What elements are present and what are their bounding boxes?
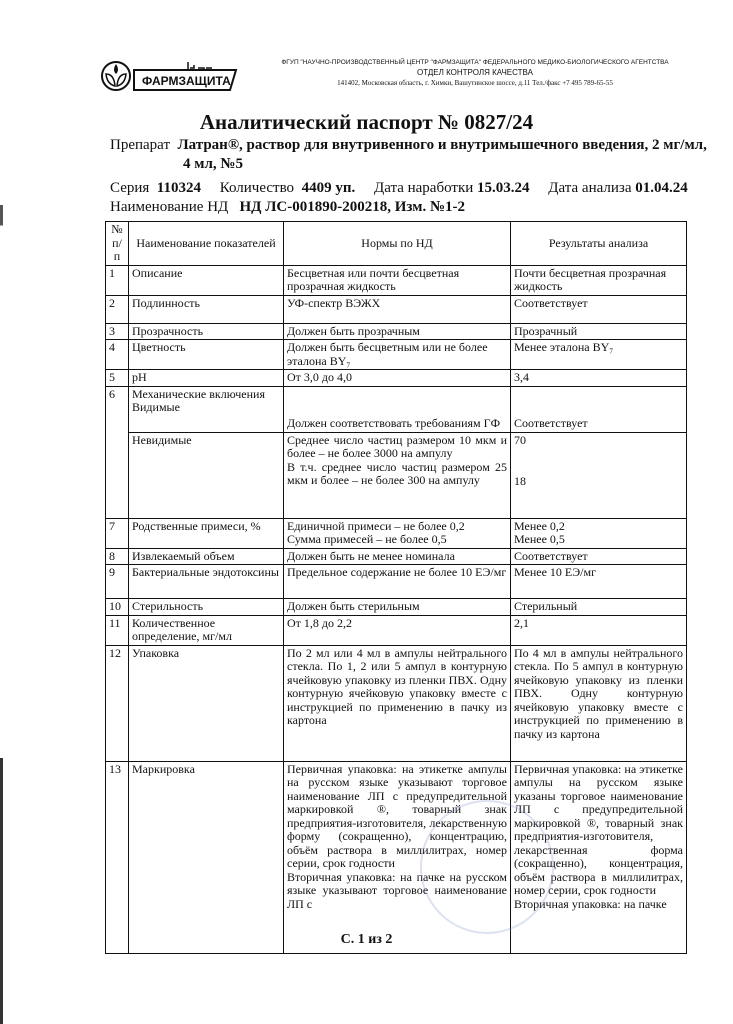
analysis-table xyxy=(105,221,687,954)
organization-header xyxy=(255,58,695,88)
cell-result xyxy=(511,615,687,645)
cell-number-text: 8 xyxy=(109,548,115,563)
table-header xyxy=(106,222,687,266)
page-title: Аналитический паспорт № 0827/24 xyxy=(199,110,534,134)
cell-number-text: 1 xyxy=(109,265,115,280)
cell-result-text: Почти бесцветная прозрачная жидкость xyxy=(514,265,667,293)
cell-result-text-2: Вторичная упаковка: на пачке xyxy=(514,896,667,911)
cell-norm-text: Предельное содержание не более 10 ЕЭ/мг xyxy=(287,565,507,579)
series-line xyxy=(110,180,688,197)
cell-name-text: Механические включения Видимые xyxy=(132,386,265,414)
table-row xyxy=(106,645,687,761)
cell-norm-text-2: Сумма примесей – не более 0,5 xyxy=(287,532,447,546)
cell-result xyxy=(511,295,687,323)
company-logo xyxy=(100,58,238,94)
cell-norm xyxy=(284,615,511,645)
col-header-norm: Нормы по НД xyxy=(284,222,511,266)
cell-result xyxy=(511,265,687,295)
cell-norm-text: УФ-спектр ВЭЖХ xyxy=(287,295,381,310)
cell-norm-text: Должен быть бесцветным или не более эталона BY₇ xyxy=(287,340,488,368)
qty-label: Количество xyxy=(219,180,295,196)
cell-norm xyxy=(284,386,511,432)
stamp xyxy=(420,800,554,934)
cell-name xyxy=(129,432,284,518)
cell-norm xyxy=(284,432,511,518)
cell-number-text: 12 xyxy=(109,645,121,660)
cell-number-text: 9 xyxy=(109,565,115,579)
series-value: 110324 xyxy=(156,180,201,196)
cell-name-text: Стерильность xyxy=(132,599,204,613)
cell-name-text: Цветность xyxy=(132,340,186,354)
cell-result xyxy=(511,432,687,518)
cell-norm-text: Должен быть прозрачным xyxy=(287,323,420,338)
cell-norm-text-2: Вторичная упаковка: на пачке на русском языке указывают торговое наименование ЛП с xyxy=(287,869,507,911)
organization-name: ФГУП "НАУЧНО-ПРОИЗВОДСТВЕННЫЙ ЦЕНТР "ФАРМЗАЩИТА" ФЕДЕРАЛЬНОГО МЕДИКО-БИОЛОГИЧЕСКОГО АГЕНТСТВА xyxy=(281,59,669,66)
analysis-label: Дата анализа xyxy=(548,180,632,196)
cell-name-text: Извлекаемый объем xyxy=(132,548,235,563)
cell-norm-text: По 2 мл или 4 мл в ампулы нейтрального стекла. По 1, 2 или 5 ампул в контурную ячейковую упаковку из пленки ПВХ. Одну контурную ячейковую упаковку вместе с инструкцией по применению в пачку из картона xyxy=(287,645,507,727)
cell-name xyxy=(129,518,284,548)
table-row xyxy=(106,386,687,432)
cell-result xyxy=(511,340,687,370)
page-number: С. 1 из 2 xyxy=(340,932,393,947)
cell-name xyxy=(129,548,284,565)
cell-norm-text: От 1,8 до 2,2 xyxy=(287,615,353,630)
cell-norm xyxy=(284,323,511,340)
cell-name xyxy=(129,265,284,295)
cell-result xyxy=(511,518,687,548)
cell-name-text: Упаковка xyxy=(132,645,180,660)
cell-result-text: 70 xyxy=(514,432,526,447)
cell-name-text: Подлинность xyxy=(132,295,201,310)
cell-norm-text-2: В т.ч. среднее число частиц размером 25 мкм и более – не более 300 на ампулу xyxy=(287,459,507,487)
cell-norm xyxy=(284,265,511,295)
cell-name xyxy=(129,645,284,761)
table-row xyxy=(106,432,687,518)
analysis-value: 01.04.24 xyxy=(635,180,688,196)
cell-result-text-2: Менее 0,5 xyxy=(514,532,565,546)
cell-name-text: Невидимые xyxy=(132,432,192,447)
cell-number xyxy=(106,518,129,548)
nd-label: Наименование НД xyxy=(110,199,229,215)
series-label: Серия xyxy=(110,180,150,196)
cell-number-text: 3 xyxy=(109,323,115,338)
cell-number-text: 10 xyxy=(109,599,121,613)
cell-name-text: Родственные примеси, % xyxy=(132,518,261,533)
cell-norm xyxy=(284,295,511,323)
cell-number xyxy=(106,615,129,645)
cell-number xyxy=(106,370,129,387)
table-row xyxy=(106,265,687,295)
cell-number xyxy=(106,340,129,370)
col-header-name: Наименование показателей xyxy=(129,222,284,266)
col-header-number: № п/п xyxy=(106,222,129,266)
drug-label: Препарат xyxy=(110,137,170,153)
cell-result xyxy=(511,548,687,565)
cell-number xyxy=(106,645,129,761)
cell-name xyxy=(129,599,284,616)
cell-number-text: 7 xyxy=(109,518,115,533)
cell-norm-text: От 3,0 до 4,0 xyxy=(287,370,353,384)
cell-norm xyxy=(284,645,511,761)
cell-number-text: 13 xyxy=(109,761,121,776)
nd-line xyxy=(110,199,465,216)
cell-result xyxy=(511,645,687,761)
cell-name xyxy=(129,370,284,387)
cell-name xyxy=(129,615,284,645)
cell-norm xyxy=(284,599,511,616)
table-row xyxy=(106,548,687,565)
cell-number xyxy=(106,323,129,340)
cell-result-text: Прозрачный xyxy=(514,323,578,338)
cell-norm xyxy=(284,565,511,599)
cell-result-text: 3,4 xyxy=(514,370,529,384)
cell-norm xyxy=(284,518,511,548)
cell-name-text: Количественное определение, мг/мл xyxy=(132,615,232,643)
cell-name xyxy=(129,295,284,323)
cell-result-text: Менее 10 ЕЭ/мг xyxy=(514,565,597,579)
cell-result-text: По 4 мл в ампулы нейтрального стекла. По 5 ампул в контурную ячейковую упаковку из пленки ПВХ. Одну контурную ячейковую упаковку вместе с инструкцией по применению в пачку из картона xyxy=(514,645,683,741)
col-header-result: Результаты анализа xyxy=(511,222,687,266)
table-row xyxy=(106,295,687,323)
drug-value-cont: 4 мл, №5 xyxy=(183,156,243,172)
cell-norm xyxy=(284,548,511,565)
cell-name-text: pH xyxy=(132,370,147,384)
cell-number-text: 5 xyxy=(109,370,115,384)
table-row xyxy=(106,323,687,340)
organization-address: 141402, Московская область, г. Химки, Вашутинское шоссе, д.11 Тел./факс +7 495 789-65-55 xyxy=(337,79,613,87)
cell-number xyxy=(106,265,129,295)
cell-result-text: Менее эталона BY₇ xyxy=(514,340,614,354)
cell-result xyxy=(511,370,687,387)
cell-norm-text: Первичная упаковка: на этикетке ампулы на русском языке указывают торговое наименование ЛП с предупредительной маркировкой ®, товарный знак предприятия-изготовителя, лекарственную форму (сокращенно), концентрацию, объём раствора в миллилитрах, номер серии, срок годности xyxy=(287,761,507,870)
svg-text:ФАРМЗАЩИТА: ФАРМЗАЩИТА xyxy=(142,74,231,88)
table-row xyxy=(106,370,687,387)
cell-number-text: 6 xyxy=(109,386,115,401)
cell-name xyxy=(129,340,284,370)
table-row xyxy=(106,599,687,616)
cell-result-text: Соответствует xyxy=(514,548,588,563)
cell-result-text: 2,1 xyxy=(514,615,529,630)
cell-result xyxy=(511,565,687,599)
cell-number xyxy=(106,295,129,323)
made-label: Дата наработки xyxy=(373,180,474,196)
cell-norm-text: Бесцветная или почти бесцветная прозрачная жидкость xyxy=(287,265,460,293)
cell-norm-text: Должен быть стерильным xyxy=(287,599,420,613)
qty-value: 4409 уп. xyxy=(301,180,356,196)
cell-name xyxy=(129,761,284,953)
nd-value: НД ЛС-001890-200218, Изм. №1-2 xyxy=(239,199,466,215)
cell-result-text: Соответствует xyxy=(514,295,588,310)
cell-norm-text: Должен быть не менее номинала xyxy=(287,548,455,563)
cell-name xyxy=(129,565,284,599)
cell-norm-text: Среднее число частиц размером 10 мкм и более – не более 3000 на ампулу xyxy=(287,432,507,460)
cell-result-text: Стерильный xyxy=(514,599,578,613)
table-row xyxy=(106,615,687,645)
cell-result-text: Соответствует xyxy=(514,416,588,430)
cell-number-text: 4 xyxy=(109,340,115,354)
cell-number xyxy=(106,548,129,565)
cell-name-text: Описание xyxy=(132,265,183,280)
table-row xyxy=(106,518,687,548)
scan-edge xyxy=(0,0,3,1024)
cell-result xyxy=(511,323,687,340)
cell-number xyxy=(106,565,129,599)
cell-number xyxy=(106,599,129,616)
cell-norm-text: Должен соответствовать требованиям ГФ xyxy=(287,416,501,430)
cell-result xyxy=(511,599,687,616)
cell-result-text-2: 18 xyxy=(514,474,526,488)
cell-name-text: Маркировка xyxy=(132,761,195,776)
cell-number-text: 11 xyxy=(109,615,121,630)
drug-value: Латран®, раствор для внутривенного и внутримышечного введения, 2 мг/мл, xyxy=(177,137,707,153)
cell-number-text: 2 xyxy=(109,295,115,310)
cell-name xyxy=(129,323,284,340)
cell-norm xyxy=(284,370,511,387)
cell-name-text: Прозрачность xyxy=(132,323,204,338)
cell-number xyxy=(106,761,129,953)
cell-result xyxy=(511,386,687,432)
cell-norm-text: Единичной примеси – не более 0,2 xyxy=(287,518,465,533)
table-row xyxy=(106,565,687,599)
cell-result-text: Первичная упаковка: на этикетке ампулы на русском языке указаны торговое наименование ЛП с предупредительной маркировкой ®, товарный знак предприятия-изготовителя, лекарственная форма (сокращенно), концентрация, объём раствора в миллилитрах, номер серии, срок годности xyxy=(514,761,683,897)
cell-name-text: Бактериальные эндотоксины xyxy=(132,565,279,579)
made-value: 15.03.24 xyxy=(477,180,530,196)
department-name: ОТДЕЛ КОНТРОЛЯ КАЧЕСТВА xyxy=(417,68,533,77)
table-row xyxy=(106,761,687,953)
cell-name xyxy=(129,386,284,432)
cell-number xyxy=(106,386,129,518)
cell-norm xyxy=(284,340,511,370)
table-row xyxy=(106,340,687,370)
cell-result-text: Менее 0,2 xyxy=(514,518,565,533)
drug-line xyxy=(110,137,707,154)
